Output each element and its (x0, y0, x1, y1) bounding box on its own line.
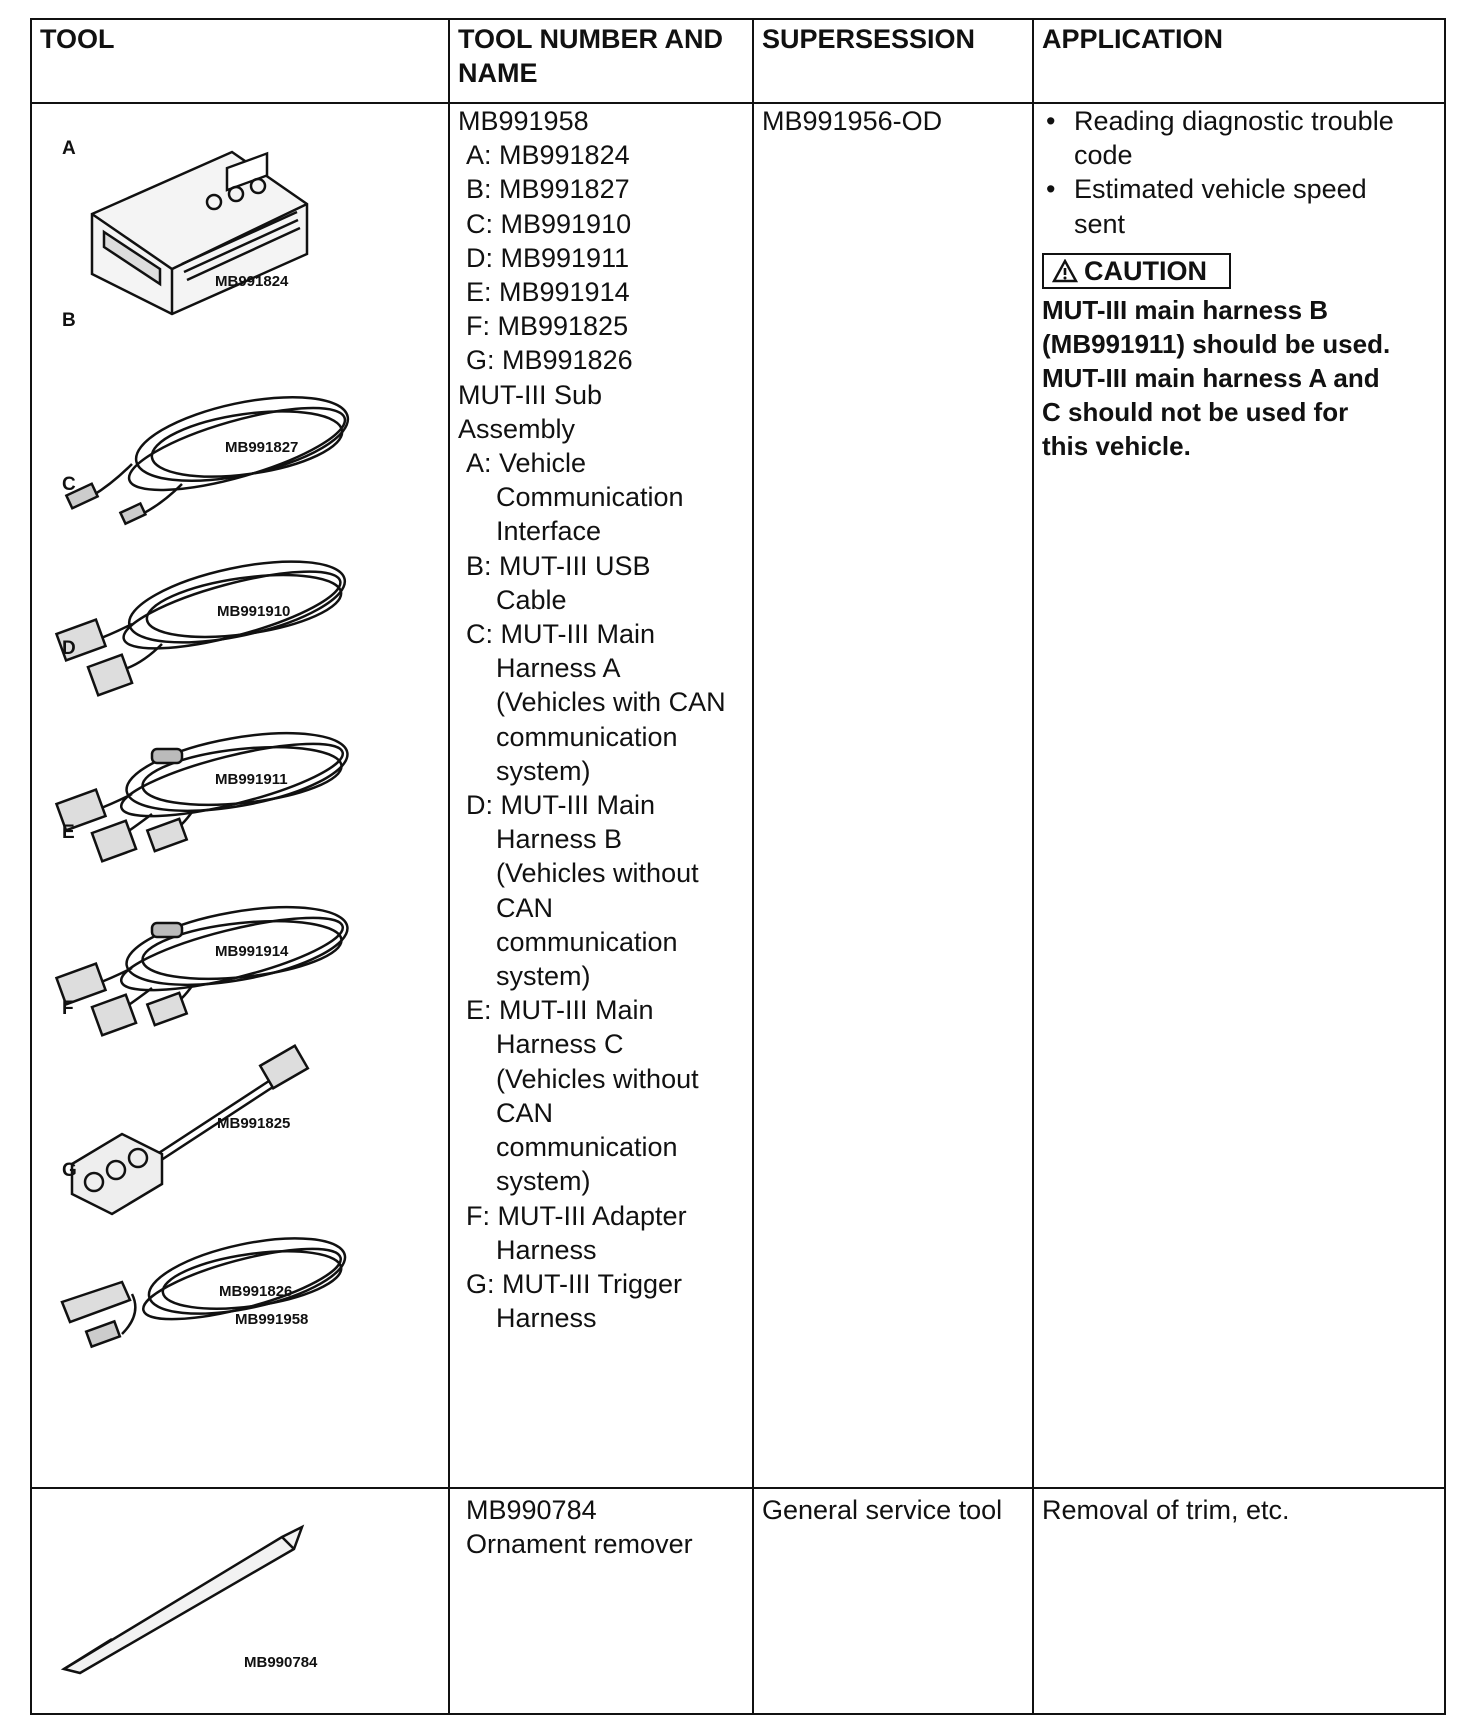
tool-number-line: Harness (496, 1234, 597, 1265)
tool-letter: D (62, 638, 76, 659)
tool-number-cell (449, 103, 753, 1488)
tool-number-line: (Vehicles with CAN (496, 687, 726, 718)
supersession-cell (753, 1488, 1033, 1714)
mut-iii-sub-assembly-illustration (32, 104, 446, 1487)
tool-number-line: system) (496, 1166, 591, 1197)
table-row (31, 103, 1445, 1488)
tool-letter: F (62, 998, 74, 1019)
main-harness-b-illustration (56, 719, 353, 861)
tool-number-line: F: MUT-III Adapter (466, 1200, 687, 1231)
application-cell (1033, 1488, 1445, 1714)
warning-triangle-icon (1052, 259, 1078, 283)
tool-number: MB990784 (466, 1495, 597, 1525)
tool-number-line: A: Vehicle (466, 448, 587, 479)
tool-letter: G (62, 1160, 77, 1181)
tool-number-line: (Vehicles without (496, 858, 699, 889)
application-bullet-line: Estimated vehicle speed (1074, 174, 1367, 205)
application-bullet (1034, 172, 1438, 240)
special-tools-table (30, 18, 1446, 1715)
trigger-harness-illustration (62, 1224, 351, 1347)
tool-number-line: D: MUT-III Main (466, 790, 656, 821)
application-bullet-line: Reading diagnostic trouble (1074, 106, 1394, 136)
tool-number-line: MB991958 (458, 106, 589, 136)
tool-number-line: F: MB991825 (466, 311, 629, 342)
application-list (1034, 104, 1444, 241)
tool-number-line: G: MB991826 (466, 345, 633, 376)
tool-number-line: communication (496, 1132, 678, 1163)
tool-code-label: MB991825 (217, 1115, 291, 1132)
caution-line: MUT-III main harness B (1042, 294, 1329, 325)
usb-cable-illustration (66, 381, 355, 523)
header-application: APPLICATION (1033, 19, 1445, 103)
main-harness-c-illustration (56, 893, 353, 1035)
tool-letter: A (62, 138, 76, 159)
tool-number-line: B: MB991827 (466, 174, 630, 205)
tool-number-line: D: MB991911 (466, 242, 630, 273)
tool-code-label: MB991826 (219, 1283, 293, 1300)
tool-number-line: Harness B (496, 824, 623, 855)
tool-number-line: Harness A (496, 653, 621, 684)
application-bullet (1034, 104, 1438, 172)
tool-code-label: MB990784 (244, 1654, 318, 1671)
supersession-value: General service tool (762, 1495, 1003, 1525)
tool-number-line: CAN (496, 892, 554, 923)
tool-letter: B (62, 310, 76, 331)
tool-number-line: (Vehicles without (496, 1063, 699, 1094)
header-row (31, 19, 1445, 103)
supersession-cell (753, 103, 1033, 1488)
tool-letter: E (62, 822, 75, 843)
tool-number-line: Cable (496, 584, 567, 615)
application-cell (1033, 103, 1445, 1488)
tool-number-cell (449, 1488, 753, 1714)
tool-number-line: A: MB991824 (466, 140, 630, 171)
caution-box (1042, 253, 1231, 289)
supersession-value: MB991956-OD (762, 106, 943, 136)
ornament-remover-illustration (32, 1489, 446, 1713)
tool-code-label: MB991910 (217, 603, 291, 620)
tool-number-line: G: MUT-III Trigger (466, 1268, 683, 1299)
caution-text (1034, 293, 1444, 463)
caution-label: CAUTION (1084, 255, 1207, 286)
application-bullet-line: code (1074, 140, 1133, 171)
tool-illustration-cell (31, 1488, 449, 1714)
header-supersession: SUPERSESSION (753, 19, 1033, 103)
tool-code-label: MB991827 (225, 439, 299, 456)
caution-line: C should not be used for (1042, 396, 1349, 427)
header-tool: TOOL (31, 19, 449, 103)
caution-line: (MB991911) should be used. (1042, 328, 1391, 359)
tool-number-line: MUT-III Sub (458, 379, 603, 410)
tool-number-line: B: MUT-III USB (466, 550, 651, 581)
tool-number-line: communication (496, 926, 678, 957)
tool-letter: C (62, 474, 76, 495)
tool-number-line: C: MB991910 (466, 208, 632, 239)
tool-code-label: MB991914 (215, 943, 289, 960)
tool-illustration-cell (31, 103, 449, 1488)
tool-number-line: E: MB991914 (466, 277, 630, 308)
tool-number-line: system) (496, 755, 591, 786)
tool-code-label: MB991958 (235, 1311, 309, 1328)
bullet-icon: • (1046, 174, 1056, 205)
tool-number-line: system) (496, 961, 591, 992)
tool-number-line: CAN (496, 1097, 554, 1128)
tool-number-line: C: MUT-III Main (466, 619, 656, 650)
tool-number-line: Harness C (496, 1029, 624, 1060)
header-tool-number: TOOL NUMBER AND NAME (449, 19, 753, 103)
tool-code-label: MB991911 (215, 771, 288, 788)
tool-number-line: communication (496, 721, 678, 752)
bullet-icon: • (1046, 106, 1056, 136)
tool-number-line: E: MUT-III Main (466, 995, 654, 1026)
main-harness-a-illustration (56, 546, 351, 695)
tool-number-line: Communication (496, 482, 684, 513)
tool-number-line: Assembly (458, 413, 576, 444)
tool-name: Ornament remover (466, 1529, 693, 1560)
tool-number-lines (450, 104, 752, 1335)
table-row (31, 1488, 1445, 1714)
tool-number-line: Interface (496, 516, 602, 547)
caution-line: this vehicle. (1042, 430, 1191, 461)
tool-code-label: MB991824 (215, 273, 289, 290)
application-bullet-line: sent (1074, 208, 1126, 239)
tool-number-line: Harness (496, 1303, 597, 1334)
caution-line: MUT-III main harness A and (1042, 362, 1380, 393)
application-value: Removal of trim, etc. (1042, 1495, 1290, 1525)
